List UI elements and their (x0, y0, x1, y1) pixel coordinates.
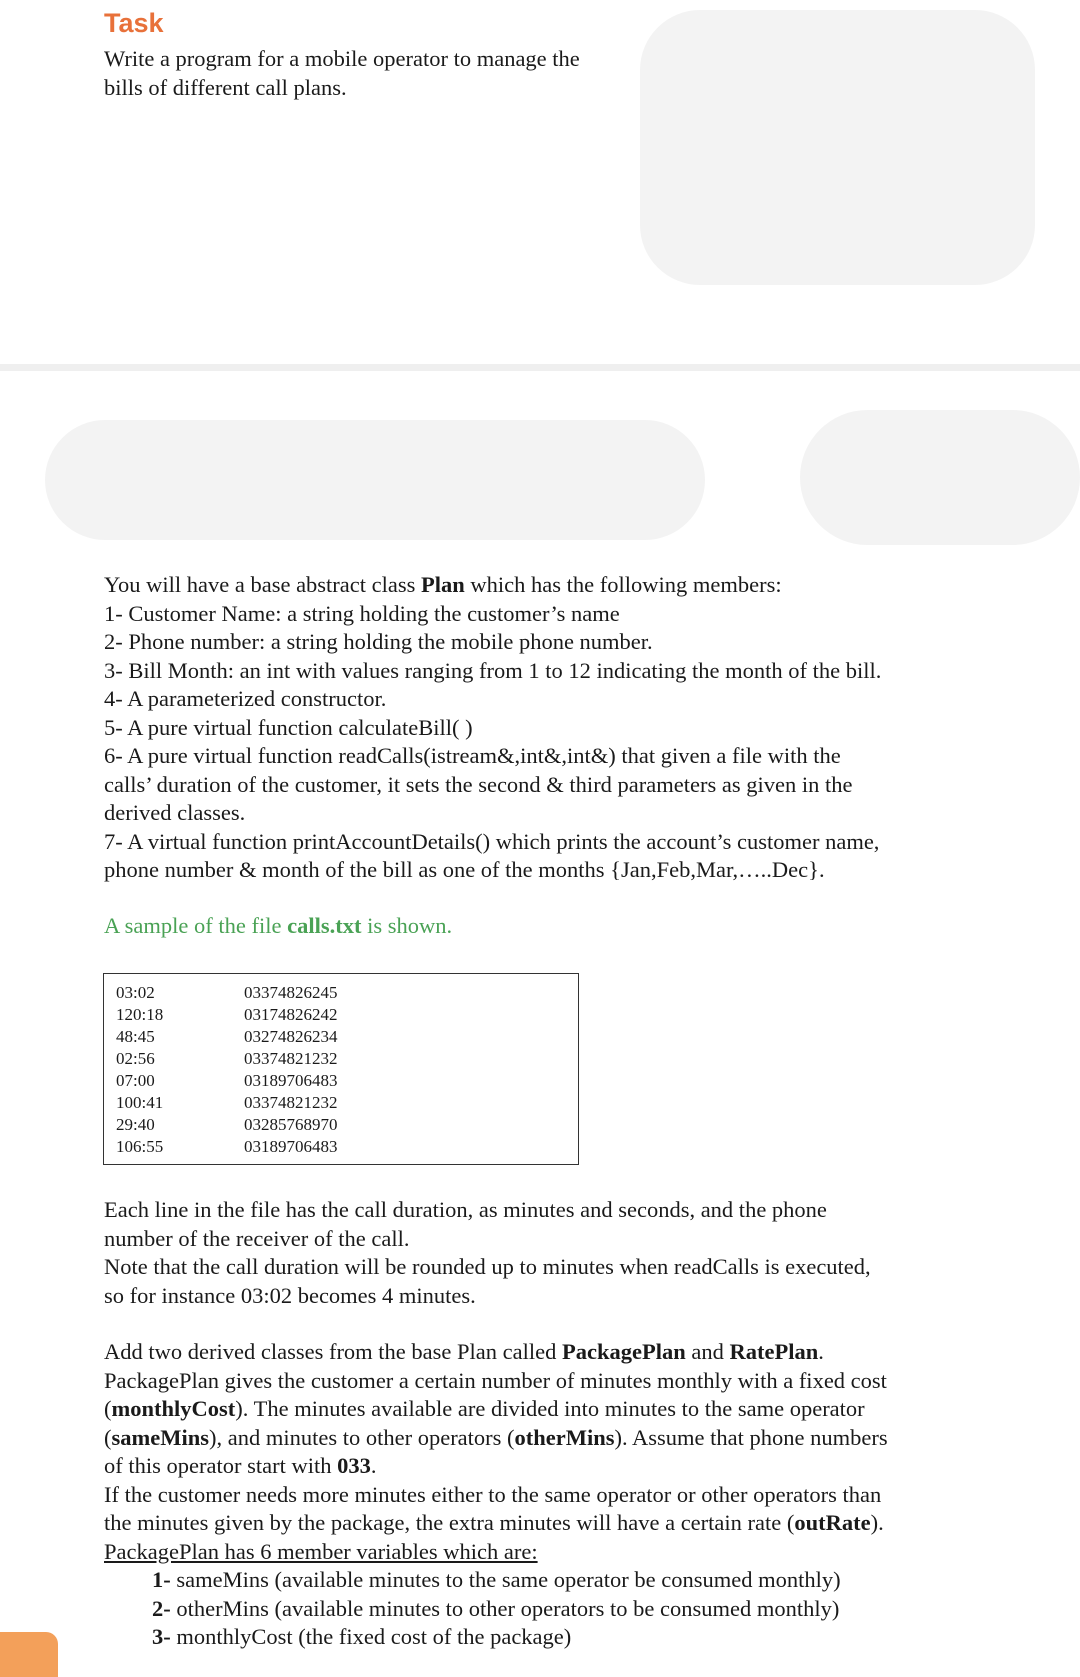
plan-member-item: 3- Bill Month: an int with values ranging from 1 to 12 indicating the month of the bill. (104, 657, 882, 683)
plan-member-item: phone number & month of the bill as one of the months {Jan,Feb,Mar,…..Dec}. (104, 857, 825, 882)
sample-file-box (103, 973, 579, 1165)
derived-line: the minutes given by the package, the extra minutes will have a certain rate (outRate). (104, 1510, 884, 1535)
plan-member-item: 2- Phone number: a string holding the mobile phone number. (104, 629, 653, 654)
sample-row (104, 1070, 578, 1092)
call-number: 03189706483 (244, 1137, 338, 1156)
task-intro-line: bills of different call plans. (104, 74, 347, 100)
call-duration: 29:40 (116, 1115, 155, 1134)
redaction-blot-right (800, 410, 1080, 545)
redaction-blot-middle (45, 420, 705, 540)
note-line: Each line in the file has the call duration, as minutes and seconds, and the phone (104, 1197, 827, 1222)
plan-member-item: 6- A pure virtual function readCalls(istream&,int&,int&) that given a file with the (104, 743, 841, 768)
member-variable-item: 3- monthlyCost (the fixed cost of the package) (152, 1624, 572, 1649)
plan-class-name: Plan (421, 572, 465, 597)
sample-row (104, 1092, 578, 1114)
call-duration: 03:02 (116, 983, 155, 1002)
redaction-blot-top-right (640, 10, 1035, 285)
plan-member-item: 5- A pure virtual function calculateBill( ) (104, 714, 473, 740)
sample-row (104, 1048, 578, 1070)
plan-member-item: derived classes. (104, 800, 246, 825)
sample-row (104, 982, 578, 1004)
note-line: number of the receiver of the call. (104, 1225, 410, 1251)
plan-intro: You will have a base abstract class Plan which has the following members: (104, 572, 782, 597)
file-notes (104, 1196, 871, 1310)
call-number: 03274826234 (244, 1027, 338, 1046)
member-variables-heading: PackagePlan has 6 member variables which are: (104, 1538, 538, 1564)
task-intro (104, 45, 580, 102)
plan-member-item: calls’ duration of the customer, it sets the second & third parameters as given in the (104, 771, 853, 797)
sample-caption: A sample of the file calls.txt is shown. (104, 913, 453, 938)
call-duration: 07:00 (116, 1071, 155, 1090)
call-duration: 106:55 (116, 1137, 164, 1156)
sample-row (104, 1136, 578, 1158)
note-line: Note that the call duration will be rounded up to minutes when readCalls is executed, (104, 1254, 871, 1279)
call-duration: 120:18 (116, 1005, 164, 1024)
member-variable-item: 1- sameMins (available minutes to the same operator be consumed monthly) (152, 1567, 841, 1592)
plan-member-item: 7- A virtual function printAccountDetails() which prints the account’s customer name, (104, 828, 880, 854)
call-number: 03174826242 (244, 1005, 338, 1024)
sample-row (104, 1026, 578, 1048)
derived-classes (104, 1338, 888, 1652)
derived-line: of this operator start with 033. (104, 1453, 377, 1478)
task-intro-line: Write a program for a mobile operator to manage the (104, 46, 580, 71)
note-line: so for instance 03:02 becomes 4 minutes. (104, 1282, 476, 1308)
task-heading: Task (104, 8, 164, 38)
accent-tab (0, 1632, 58, 1677)
call-number: 03374826245 (244, 983, 338, 1002)
sample-filename: calls.txt (287, 913, 362, 938)
derived-line: PackagePlan gives the customer a certain number of minutes monthly with a fixed cost (104, 1367, 887, 1393)
derived-line: (monthlyCost). The minutes available are divided into minutes to the same operator (104, 1396, 865, 1421)
member-variable-item: 2- otherMins (available minutes to other operators to be consumed monthly) (152, 1595, 840, 1621)
sample-row (104, 1114, 578, 1136)
plan-member-item: 4- A parameterized constructor. (104, 686, 387, 711)
derived-line: Add two derived classes from the base Plan called PackagePlan and RatePlan. (104, 1339, 824, 1364)
call-duration: 02:56 (116, 1049, 155, 1068)
derived-line: If the customer needs more minutes either to the same operator or other operators than (104, 1481, 882, 1507)
sample-row (104, 1004, 578, 1026)
call-number: 03285768970 (244, 1115, 338, 1134)
call-number: 03189706483 (244, 1071, 338, 1090)
plan-member-item: 1- Customer Name: a string holding the customer’s name (104, 600, 620, 626)
section-divider (0, 364, 1080, 371)
call-duration: 100:41 (116, 1093, 164, 1112)
derived-line: (sameMins), and minutes to other operators (otherMins). Assume that phone numbers (104, 1424, 888, 1450)
call-number: 03374821232 (244, 1049, 338, 1068)
call-number: 03374821232 (244, 1093, 338, 1112)
call-duration: 48:45 (116, 1027, 155, 1046)
plan-section (104, 571, 881, 885)
